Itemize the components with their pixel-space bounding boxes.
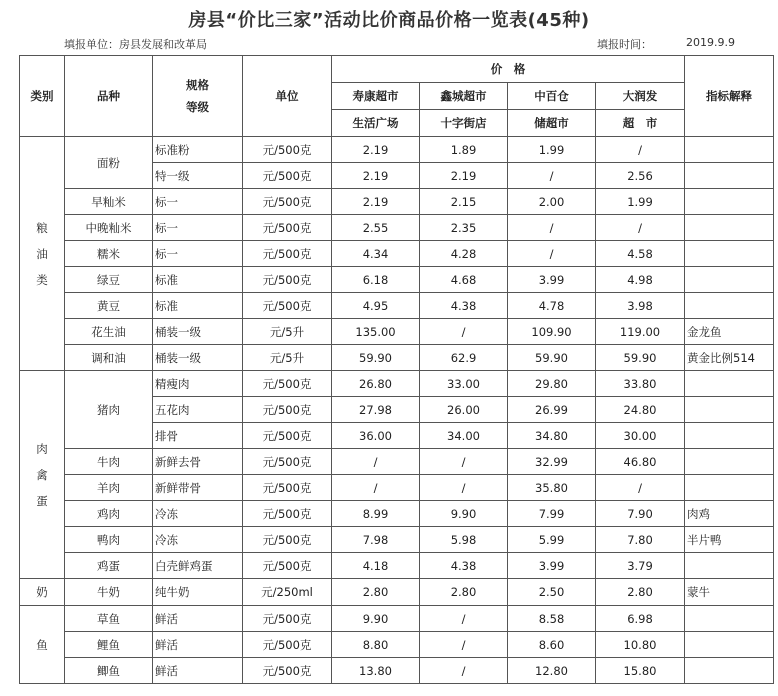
cell-price-darunfa: 30.00 (596, 423, 685, 449)
header-store3-line2: 储超市 (508, 110, 596, 137)
cell-price-darunfa: 7.90 (596, 501, 685, 527)
cell-variety: 早籼米 (65, 189, 153, 215)
cell-price-shoukang: 2.19 (332, 163, 420, 189)
cell-price-zhongbai: 5.99 (508, 527, 596, 553)
cell-price-shoukang: 2.19 (332, 189, 420, 215)
cell-price-zhongbai: 2.00 (508, 189, 596, 215)
category-char: 禽 (36, 467, 48, 482)
header-store1-line2: 生活广场 (332, 110, 420, 137)
cell-price-zhongbai: 29.80 (508, 371, 596, 397)
report-date: 2019.9.9 (686, 36, 735, 49)
cell-spec: 鲜活 (153, 658, 243, 684)
cell-unit: 元/500克 (243, 267, 332, 293)
cell-note (685, 606, 774, 632)
table-row (20, 475, 774, 501)
cell-price-darunfa: 10.80 (596, 632, 685, 658)
header-spec-line1: 规格 (186, 78, 209, 92)
cell-price-xincheng: 4.28 (420, 241, 508, 267)
cell-unit: 元/500克 (243, 632, 332, 658)
cell-spec: 冷冻 (153, 501, 243, 527)
cell-price-shoukang: / (332, 449, 420, 475)
cell-unit: 元/500克 (243, 423, 332, 449)
cell-price-shoukang: 26.80 (332, 371, 420, 397)
cell-price-zhongbai: 34.80 (508, 423, 596, 449)
cell-spec: 桶装一级 (153, 345, 243, 371)
cell-spec: 白壳鲜鸡蛋 (153, 553, 243, 579)
cell-variety: 鸭肉 (65, 527, 153, 553)
cell-price-shoukang: 6.18 (332, 267, 420, 293)
cell-unit: 元/500克 (243, 475, 332, 501)
cell-unit: 元/500克 (243, 606, 332, 632)
cell-price-xincheng: 4.68 (420, 267, 508, 293)
cell-note: 肉鸡 (685, 501, 774, 527)
reporter-label: 填报单位：房县发展和改革局 (64, 38, 207, 51)
cell-price-zhongbai: 8.58 (508, 606, 596, 632)
cell-price-shoukang: 4.34 (332, 241, 420, 267)
category-char: 肉 (36, 441, 48, 456)
cell-spec: 纯牛奶 (153, 579, 243, 606)
table-row (20, 658, 774, 684)
cell-unit: 元/500克 (243, 163, 332, 189)
cell-price-shoukang: / (332, 475, 420, 501)
cell-spec: 冷冻 (153, 527, 243, 553)
cell-variety: 羊肉 (65, 475, 153, 501)
cell-unit: 元/500克 (243, 137, 332, 163)
cell-variety: 鲫鱼 (65, 658, 153, 684)
cell-unit: 元/500克 (243, 553, 332, 579)
category-milk (20, 579, 65, 606)
cell-price-xincheng: 5.98 (420, 527, 508, 553)
cell-note (685, 423, 774, 449)
cell-note (685, 293, 774, 319)
cell-unit: 元/500克 (243, 241, 332, 267)
cell-price-zhongbai: 59.90 (508, 345, 596, 371)
cell-spec: 特一级 (153, 163, 243, 189)
cell-price-zhongbai: 1.99 (508, 137, 596, 163)
cell-price-darunfa: 1.99 (596, 189, 685, 215)
cell-spec: 标准 (153, 267, 243, 293)
category-char: 油 (36, 246, 48, 261)
category-grain-oil (20, 137, 65, 371)
cell-price-shoukang: 13.80 (332, 658, 420, 684)
cell-spec: 排骨 (153, 423, 243, 449)
cell-variety: 花生油 (65, 319, 153, 345)
cell-variety: 黄豆 (65, 293, 153, 319)
header-variety: 品种 (65, 56, 153, 137)
category-char: 粮 (36, 220, 48, 235)
cell-price-darunfa: 3.98 (596, 293, 685, 319)
cell-price-xincheng: / (420, 632, 508, 658)
table-row (20, 215, 774, 241)
cell-note (685, 449, 774, 475)
cell-price-zhongbai: 26.99 (508, 397, 596, 423)
cell-price-zhongbai: 2.50 (508, 579, 596, 606)
category-label: 奶 (36, 585, 48, 599)
cell-unit: 元/500克 (243, 397, 332, 423)
cell-price-xincheng: 4.38 (420, 293, 508, 319)
cell-price-shoukang: 2.80 (332, 579, 420, 606)
cell-price-darunfa: / (596, 215, 685, 241)
header-category: 类别 (20, 56, 65, 137)
cell-spec: 五花肉 (153, 397, 243, 423)
cell-note: 金龙鱼 (685, 319, 774, 345)
table-row (20, 267, 774, 293)
header-store2-line1: 鑫城超市 (420, 83, 508, 110)
cell-price-xincheng: 62.9 (420, 345, 508, 371)
cell-note (685, 553, 774, 579)
cell-note (685, 632, 774, 658)
table-row (20, 189, 774, 215)
cell-spec: 标一 (153, 215, 243, 241)
cell-note (685, 241, 774, 267)
cell-note (685, 371, 774, 397)
cell-price-shoukang: 8.99 (332, 501, 420, 527)
cell-unit: 元/5升 (243, 345, 332, 371)
cell-price-darunfa: 46.80 (596, 449, 685, 475)
table-row (20, 606, 774, 632)
cell-price-zhongbai: / (508, 215, 596, 241)
header-store1-line1: 寿康超市 (332, 83, 420, 110)
table-row (20, 553, 774, 579)
cell-price-xincheng: 33.00 (420, 371, 508, 397)
header-store4-line1: 大润发 (596, 83, 685, 110)
cell-unit: 元/500克 (243, 527, 332, 553)
cell-unit: 元/500克 (243, 293, 332, 319)
cell-price-shoukang: 4.95 (332, 293, 420, 319)
cell-price-darunfa: 2.80 (596, 579, 685, 606)
cell-spec: 标准粉 (153, 137, 243, 163)
cell-price-darunfa: 3.79 (596, 553, 685, 579)
table-row (20, 319, 774, 345)
table-row (20, 293, 774, 319)
cell-spec: 桶装一级 (153, 319, 243, 345)
table-row (20, 345, 774, 371)
cell-variety: 鸡蛋 (65, 553, 153, 579)
cell-price-shoukang: 8.80 (332, 632, 420, 658)
cell-price-xincheng: / (420, 319, 508, 345)
cell-price-xincheng: / (420, 449, 508, 475)
cell-price-xincheng: 26.00 (420, 397, 508, 423)
cell-note (685, 267, 774, 293)
page-title: 房县“价比三家”活动比价商品价格一览表(45种) (188, 10, 590, 31)
cell-variety: 绿豆 (65, 267, 153, 293)
cell-variety: 草鱼 (65, 606, 153, 632)
header-store2-line2: 十字街店 (420, 110, 508, 137)
cell-price-shoukang: 7.98 (332, 527, 420, 553)
table-row (20, 632, 774, 658)
cell-price-zhongbai: 35.80 (508, 475, 596, 501)
cell-note (685, 137, 774, 163)
cell-note: 黄金比例514 (685, 345, 774, 371)
cell-variety: 鲤鱼 (65, 632, 153, 658)
cell-price-zhongbai: 32.99 (508, 449, 596, 475)
cell-spec: 鲜活 (153, 606, 243, 632)
cell-note (685, 397, 774, 423)
cell-note (685, 475, 774, 501)
cell-variety: 面粉 (65, 137, 153, 189)
cell-note (685, 658, 774, 684)
header-store3-line1: 中百仓 (508, 83, 596, 110)
cell-price-xincheng: / (420, 606, 508, 632)
header-spec-line2: 等级 (186, 100, 209, 114)
cell-spec: 标一 (153, 241, 243, 267)
cell-unit: 元/500克 (243, 215, 332, 241)
cell-unit: 元/500克 (243, 189, 332, 215)
cell-variety: 牛奶 (65, 579, 153, 606)
cell-note (685, 163, 774, 189)
cell-note: 蒙牛 (685, 579, 774, 606)
cell-variety: 牛肉 (65, 449, 153, 475)
cell-spec: 标准 (153, 293, 243, 319)
cell-unit: 元/500克 (243, 371, 332, 397)
cell-unit: 元/500克 (243, 449, 332, 475)
cell-note (685, 215, 774, 241)
cell-price-xincheng: 2.19 (420, 163, 508, 189)
cell-price-xincheng: 9.90 (420, 501, 508, 527)
cell-price-shoukang: 9.90 (332, 606, 420, 632)
cell-note: 半片鸭 (685, 527, 774, 553)
cell-price-xincheng: 2.80 (420, 579, 508, 606)
table-row (20, 501, 774, 527)
cell-price-darunfa: 6.98 (596, 606, 685, 632)
table-row (20, 579, 774, 606)
cell-price-darunfa: 24.80 (596, 397, 685, 423)
cell-spec: 新鲜去骨 (153, 449, 243, 475)
cell-price-darunfa: 119.00 (596, 319, 685, 345)
cell-price-xincheng: 2.35 (420, 215, 508, 241)
cell-price-zhongbai: 109.90 (508, 319, 596, 345)
category-char: 蛋 (36, 493, 48, 508)
cell-spec: 标一 (153, 189, 243, 215)
cell-price-zhongbai: 7.99 (508, 501, 596, 527)
cell-price-shoukang: 36.00 (332, 423, 420, 449)
price-table (19, 55, 774, 684)
cell-variety: 调和油 (65, 345, 153, 371)
cell-variety: 鸡肉 (65, 501, 153, 527)
header-spec (153, 56, 243, 137)
cell-price-zhongbai: 12.80 (508, 658, 596, 684)
cell-price-darunfa: / (596, 475, 685, 501)
header-price: 价 格 (332, 56, 685, 83)
cell-price-zhongbai: / (508, 163, 596, 189)
cell-price-shoukang: 2.19 (332, 137, 420, 163)
cell-price-darunfa: 4.98 (596, 267, 685, 293)
cell-price-xincheng: 1.89 (420, 137, 508, 163)
category-label: 鱼 (36, 637, 48, 652)
cell-price-shoukang: 2.55 (332, 215, 420, 241)
cell-unit: 元/250ml (243, 579, 332, 606)
cell-price-zhongbai: / (508, 241, 596, 267)
header-note: 指标解释 (685, 56, 774, 137)
cell-price-darunfa: 7.80 (596, 527, 685, 553)
category-char: 类 (36, 272, 48, 287)
cell-variety: 猪肉 (65, 371, 153, 449)
cell-price-shoukang: 4.18 (332, 553, 420, 579)
cell-price-darunfa: 2.56 (596, 163, 685, 189)
cell-price-shoukang: 135.00 (332, 319, 420, 345)
cell-price-xincheng: 34.00 (420, 423, 508, 449)
cell-price-shoukang: 59.90 (332, 345, 420, 371)
report-time-label: 填报时间： (597, 38, 652, 51)
cell-price-xincheng: / (420, 658, 508, 684)
cell-price-zhongbai: 3.99 (508, 553, 596, 579)
table-row (20, 449, 774, 475)
cell-price-darunfa: / (596, 137, 685, 163)
cell-price-zhongbai: 3.99 (508, 267, 596, 293)
cell-price-darunfa: 33.80 (596, 371, 685, 397)
cell-note (685, 189, 774, 215)
cell-price-xincheng: / (420, 475, 508, 501)
cell-unit: 元/5升 (243, 319, 332, 345)
table-row (20, 527, 774, 553)
cell-spec: 精瘦肉 (153, 371, 243, 397)
cell-spec: 新鲜带骨 (153, 475, 243, 501)
cell-price-zhongbai: 4.78 (508, 293, 596, 319)
cell-price-darunfa: 15.80 (596, 658, 685, 684)
cell-unit: 元/500克 (243, 501, 332, 527)
cell-price-xincheng: 4.38 (420, 553, 508, 579)
category-meat-poultry-egg (20, 371, 65, 579)
table-row (20, 137, 774, 163)
category-fish (20, 606, 65, 684)
cell-price-darunfa: 59.90 (596, 345, 685, 371)
table-row (20, 241, 774, 267)
cell-price-darunfa: 4.58 (596, 241, 685, 267)
cell-price-shoukang: 27.98 (332, 397, 420, 423)
cell-price-xincheng: 2.15 (420, 189, 508, 215)
cell-spec: 鲜活 (153, 632, 243, 658)
header-store4-line2: 超 市 (596, 110, 685, 137)
cell-variety: 中晚籼米 (65, 215, 153, 241)
cell-variety: 糯米 (65, 241, 153, 267)
header-unit: 单位 (243, 56, 332, 137)
cell-price-zhongbai: 8.60 (508, 632, 596, 658)
table-row (20, 371, 774, 397)
cell-unit: 元/500克 (243, 658, 332, 684)
